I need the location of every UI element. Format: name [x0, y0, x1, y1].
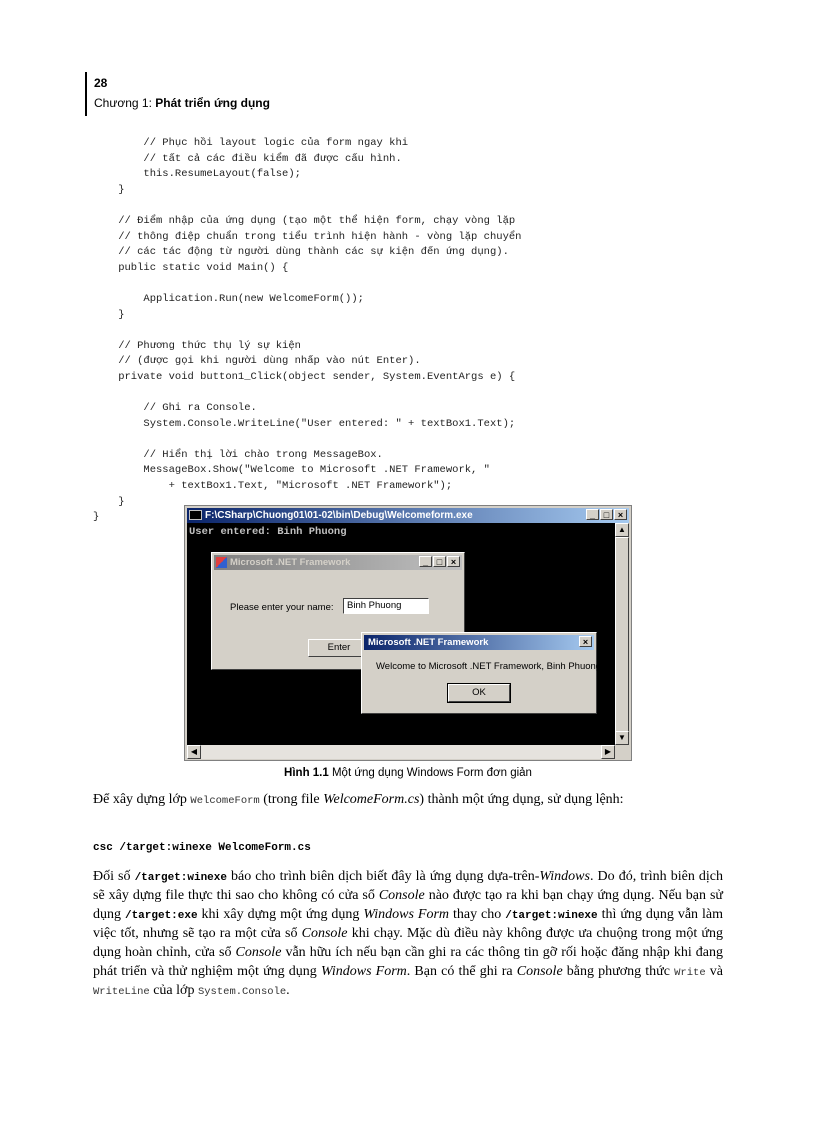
code-line: [93, 276, 733, 292]
vertical-scrollbar[interactable]: [615, 523, 629, 745]
ok-button[interactable]: OK: [448, 684, 510, 702]
msgbox-close-button[interactable]: ×: [579, 636, 592, 647]
code-line: this.ResumeLayout(false);: [93, 168, 301, 181]
code-line: // Ghi ra Console.: [93, 402, 257, 415]
form-window-buttons: [419, 556, 460, 567]
figure-caption: Hình 1.1 Một ứng dụng Windows Form đơn giản: [284, 767, 532, 779]
form-icon: [216, 557, 227, 568]
code-line: [93, 432, 733, 448]
console-window-buttons: [586, 509, 627, 520]
console-output: User entered: Binh Phuong: [189, 526, 347, 538]
message-box: [361, 632, 602, 714]
scroll-left-button[interactable]: ◀: [187, 745, 201, 759]
code-line: System.Console.WriteLine("User entered: " + textBox1.Text);: [93, 417, 516, 430]
form-title-text: Microsoft .NET Framework: [230, 557, 351, 568]
code-line: public static void Main() {: [93, 261, 289, 274]
figure-screenshot: [184, 505, 632, 761]
console-window-icon: [189, 510, 202, 520]
scroll-thumb[interactable]: [615, 537, 629, 737]
page-number: 28: [94, 76, 108, 90]
form-close-button[interactable]: ×: [447, 556, 460, 567]
code-line: MessageBox.Show("Welcome to Microsoft .NET Framework, ": [93, 464, 490, 477]
compile-command: csc /target:winexe WelcomeForm.cs: [93, 842, 311, 854]
form-maximize-button[interactable]: □: [433, 556, 446, 567]
enter-button[interactable]: Enter: [308, 639, 370, 657]
code-line: // thông điệp chuẩn trong tiểu trình hiện hành - vòng lặp chuyển: [93, 230, 522, 243]
code-line: // (được gọi khi người dùng nhấp vào nút Enter).: [93, 355, 421, 368]
code-line: // Phục hồi layout logic của form ngay khi: [93, 137, 409, 149]
code-line: [93, 323, 733, 339]
code-line: }: [93, 495, 125, 508]
minimize-button[interactable]: _: [586, 509, 599, 520]
code-line: [93, 386, 733, 402]
name-label: Please enter your name:: [230, 602, 334, 613]
paragraph-explanation: Đối số /target:winexe báo cho trình biên dịch biết đây là ứng dụng dựa-trên-Windows. Do đó, trình biên dịch sẽ xây dựng file thực thi sao cho không có cửa sổ Console nào được tạo ra khi bạn chạy ứng dụng. Nếu bạn sử dụng /target:exe khi xây dựng một ứng dụng Windows Form thay cho /target:winexe thì ứng dụng vẫn làm việc tốt, nhưng sẽ tạo ra một cửa sổ Console khi chạy. Mặc dù điều này không được ưa chuộng trong một ứng dụng hoàn chỉnh, cửa sổ Console vẫn hữu ích nếu bạn cần ghi ra các thông tin gỡ rối hoặc đăng nhập khi đang phát triển và thử nghiệm một ứng dụng Windows Form. Bạn có thể ghi ra Console bằng phương thức Write và WriteLine của lớp System.Console.: [93, 869, 724, 998]
msgbox-titlebar: [364, 635, 594, 650]
code-line: private void button1_Click(object sender, System.EventArgs e) {: [93, 370, 516, 383]
form-titlebar: [214, 555, 462, 570]
code-line: // tất cả các điều kiểm đã được cấu hình.: [93, 152, 402, 165]
console-title-text: F:\CSharp\Chuong01\01-02\bin\Debug\Welcomeform.exe: [205, 510, 473, 521]
scroll-right-button[interactable]: ▶: [601, 745, 615, 759]
code-line: [93, 198, 733, 214]
header-rule: [85, 72, 87, 116]
code-line: Application.Run(new WelcomeForm());: [93, 292, 364, 305]
msgbox-window-buttons: [579, 636, 592, 647]
close-button[interactable]: ×: [614, 509, 627, 520]
form-minimize-button[interactable]: _: [419, 556, 432, 567]
horizontal-scrollbar[interactable]: [187, 745, 615, 759]
chapter-heading: Chương 1: Phát triển ứng dụng: [94, 96, 270, 110]
code-line: }: [93, 183, 125, 196]
scroll-down-button[interactable]: ▼: [615, 731, 629, 745]
scroll-up-button[interactable]: ▲: [615, 523, 629, 537]
code-line: }: [93, 308, 125, 321]
paragraph-build: Để xây dựng lớp WelcomeForm (trong file WelcomeForm.cs) thành một ứng dụng, sử dụng lệnh:: [93, 792, 624, 807]
code-line: + textBox1.Text, "Microsoft .NET Framework");: [93, 480, 453, 493]
console-titlebar: [187, 508, 629, 523]
name-input[interactable]: Binh Phuong: [343, 598, 429, 614]
msgbox-text: Welcome to Microsoft .NET Framework, Binh Phuong: [376, 661, 602, 672]
code-line: // các tác động từ người dùng thành các sự kiện đến ứng dụng).: [93, 246, 509, 259]
code-line: // Hiển thị lời chào trong MessageBox.: [93, 448, 383, 461]
code-listing: [93, 136, 733, 526]
code-line: // Phương thức thụ lý sự kiện: [93, 339, 301, 352]
code-line: }: [93, 511, 100, 524]
code-line: // Điểm nhập của ứng dụng (tạo một thể hiện form, chạy vòng lặp: [93, 214, 516, 227]
msgbox-title-text: Microsoft .NET Framework: [368, 637, 489, 648]
maximize-button[interactable]: □: [600, 509, 613, 520]
